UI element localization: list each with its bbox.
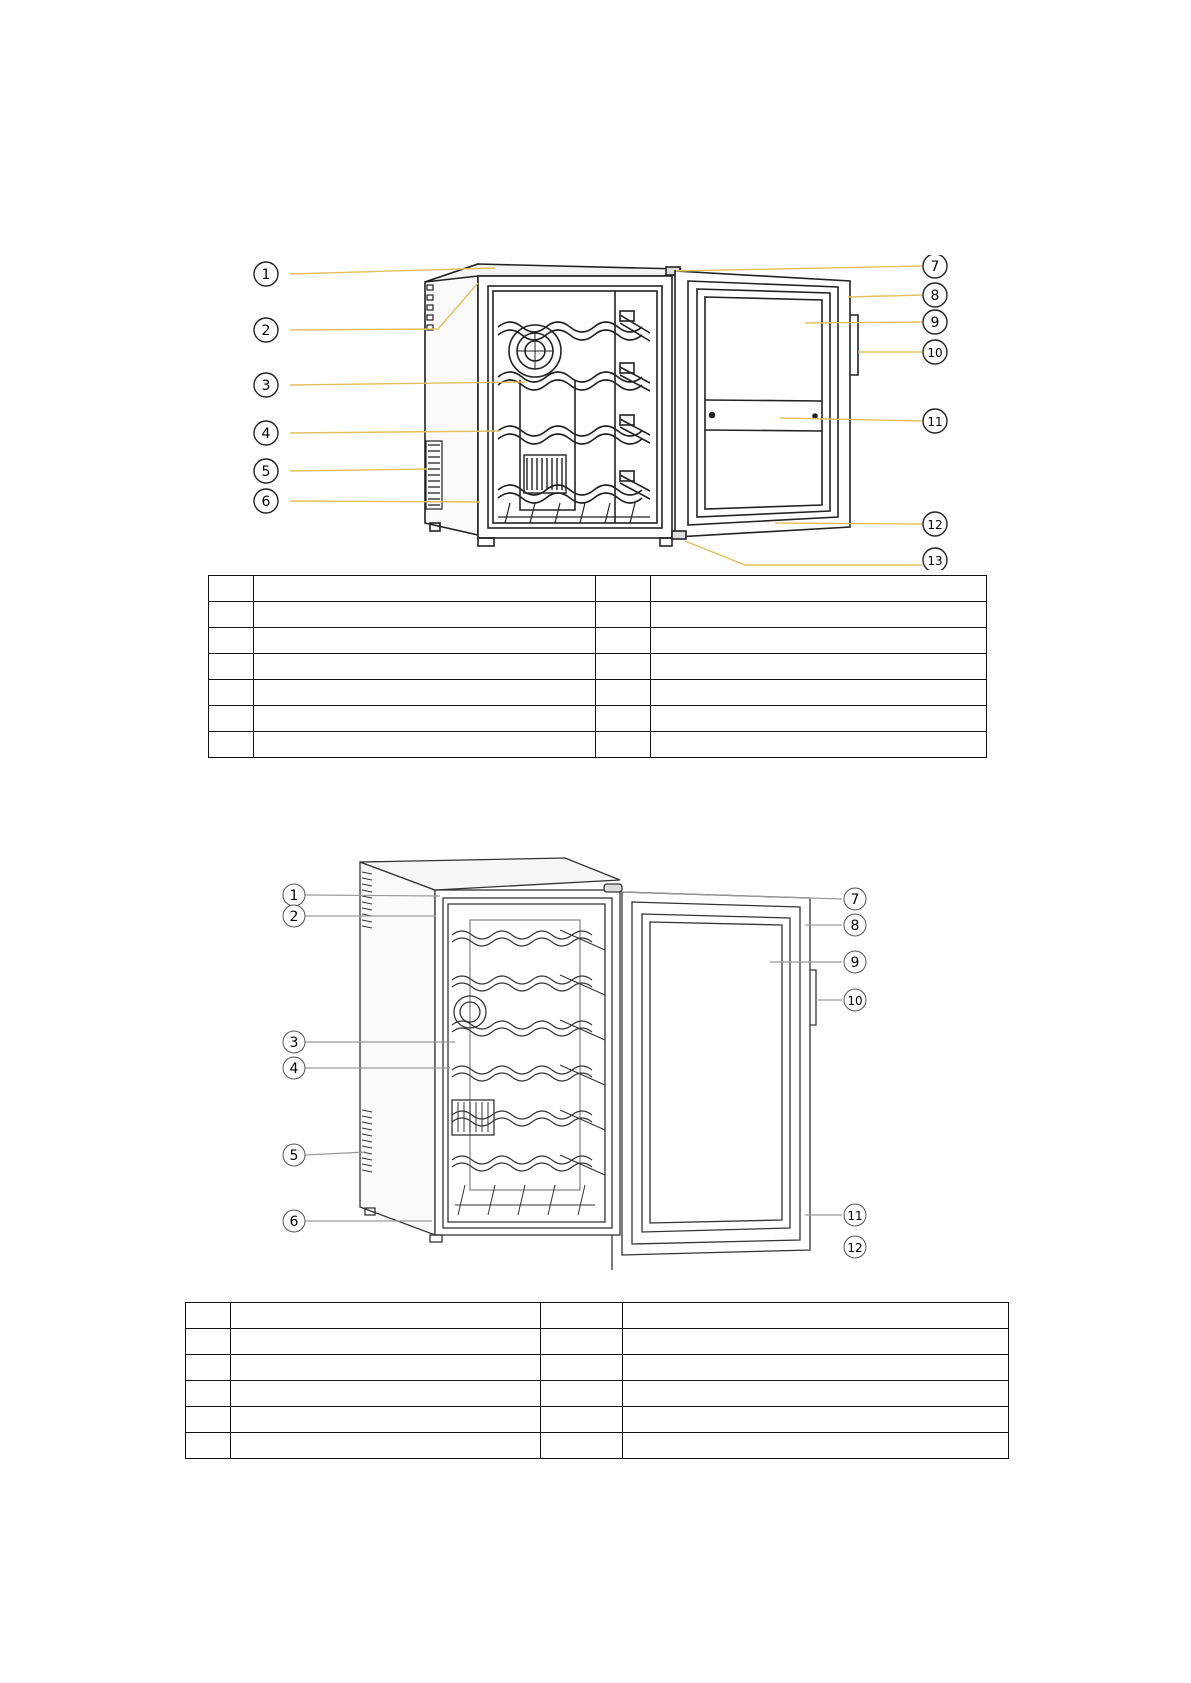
callouts-right — [844, 888, 866, 1258]
callouts-left — [254, 262, 278, 513]
table-cell — [623, 1381, 1009, 1407]
svg-text:5: 5 — [289, 1148, 299, 1164]
callout-7 — [923, 255, 947, 278]
table-cell — [541, 1407, 623, 1433]
table-cell — [209, 732, 254, 758]
table-row — [209, 628, 987, 654]
svg-text:6: 6 — [261, 494, 271, 510]
svg-text:8: 8 — [930, 288, 940, 304]
table-cell — [209, 628, 254, 654]
svg-text:5: 5 — [261, 464, 271, 480]
svg-text:2: 2 — [261, 323, 271, 339]
callout-3 — [254, 373, 278, 397]
table-cell — [651, 628, 987, 654]
callout-6 — [283, 1210, 305, 1232]
svg-text:4: 4 — [289, 1061, 299, 1077]
table-cell — [596, 654, 651, 680]
svg-text:1: 1 — [261, 267, 271, 283]
parts-table-1 — [208, 575, 987, 758]
callout-9 — [844, 951, 866, 973]
table-cell — [541, 1355, 623, 1381]
callouts-left — [283, 884, 305, 1232]
svg-text:1: 1 — [289, 888, 299, 904]
callout-4 — [254, 421, 278, 445]
svg-text:3: 3 — [261, 378, 271, 394]
table-cell — [254, 680, 596, 706]
table-cell — [254, 732, 596, 758]
table-cell — [186, 1381, 231, 1407]
table-cell — [541, 1381, 623, 1407]
callouts-right — [923, 255, 947, 570]
table-row — [186, 1303, 1009, 1329]
table-cell — [209, 706, 254, 732]
table-cell — [651, 680, 987, 706]
table-cell — [541, 1303, 623, 1329]
callout-4 — [283, 1057, 305, 1079]
svg-text:10: 10 — [847, 994, 863, 1008]
cabinet-drawing — [425, 264, 858, 546]
table-cell — [186, 1355, 231, 1381]
callout-11 — [923, 409, 947, 433]
table-cell — [596, 576, 651, 602]
table-cell — [186, 1433, 231, 1459]
table-cell — [254, 576, 596, 602]
table-cell — [209, 680, 254, 706]
svg-text:11: 11 — [847, 1209, 863, 1223]
svg-text:8: 8 — [850, 918, 860, 934]
table-cell — [254, 602, 596, 628]
table-cell — [231, 1407, 541, 1433]
table-row — [186, 1433, 1009, 1459]
table-cell — [231, 1433, 541, 1459]
callout-3 — [283, 1031, 305, 1053]
table-cell — [623, 1329, 1009, 1355]
callout-8 — [844, 914, 866, 936]
table-row — [209, 732, 987, 758]
svg-text:2: 2 — [289, 909, 299, 925]
svg-text:12: 12 — [847, 1241, 863, 1255]
table-row — [209, 654, 987, 680]
svg-text:12: 12 — [927, 518, 943, 532]
table-row — [209, 576, 987, 602]
table-cell — [186, 1329, 231, 1355]
svg-text:4: 4 — [261, 426, 271, 442]
table-cell — [254, 628, 596, 654]
svg-text:11: 11 — [927, 415, 943, 429]
callout-1 — [254, 262, 278, 286]
table-cell — [541, 1433, 623, 1459]
table-cell — [541, 1329, 623, 1355]
svg-text:7: 7 — [850, 892, 860, 908]
callout-5 — [254, 459, 278, 483]
table-cell — [596, 732, 651, 758]
table-row — [209, 602, 987, 628]
callout-5 — [283, 1144, 305, 1166]
wine-cooler-diagram-small — [0, 255, 1191, 570]
table-row — [209, 706, 987, 732]
callout-13 — [923, 548, 947, 570]
table-cell — [623, 1303, 1009, 1329]
svg-text:9: 9 — [850, 955, 860, 971]
callout-11 — [844, 1204, 866, 1226]
callout-12 — [923, 512, 947, 536]
table-row — [186, 1407, 1009, 1433]
svg-text:10: 10 — [927, 346, 943, 360]
svg-text:13: 13 — [927, 554, 943, 568]
table-cell — [254, 706, 596, 732]
svg-text:3: 3 — [289, 1035, 299, 1051]
callout-9 — [923, 310, 947, 334]
table-cell — [231, 1303, 541, 1329]
table-cell — [186, 1303, 231, 1329]
table-cell — [209, 576, 254, 602]
table-cell — [651, 732, 987, 758]
table-row — [209, 680, 987, 706]
table-cell — [596, 602, 651, 628]
svg-text:9: 9 — [930, 315, 940, 331]
table-row — [186, 1329, 1009, 1355]
table-cell — [651, 576, 987, 602]
table-cell — [186, 1407, 231, 1433]
table-cell — [209, 654, 254, 680]
callout-10 — [844, 989, 866, 1011]
callout-2 — [283, 905, 305, 927]
table-cell — [254, 654, 596, 680]
table-cell — [231, 1329, 541, 1355]
table-cell — [623, 1355, 1009, 1381]
table-row — [186, 1381, 1009, 1407]
callout-10 — [923, 340, 947, 364]
table-cell — [209, 602, 254, 628]
table-row — [186, 1355, 1009, 1381]
cabinet-drawing — [360, 858, 816, 1270]
callout-7 — [844, 888, 866, 910]
table-cell — [623, 1407, 1009, 1433]
callout-2 — [254, 318, 278, 342]
table-cell — [596, 628, 651, 654]
wine-cooler-diagram-tall — [0, 830, 1191, 1270]
callout-8 — [923, 283, 947, 307]
callout-12 — [844, 1236, 866, 1258]
table-cell — [623, 1433, 1009, 1459]
table-cell — [231, 1381, 541, 1407]
table-cell — [231, 1355, 541, 1381]
parts-table-2 — [185, 1302, 1009, 1459]
callout-6 — [254, 489, 278, 513]
table-cell — [596, 706, 651, 732]
table-cell — [651, 602, 987, 628]
table-cell — [651, 654, 987, 680]
svg-text:6: 6 — [289, 1214, 299, 1230]
callout-1 — [283, 884, 305, 906]
table-cell — [651, 706, 987, 732]
table-cell — [596, 680, 651, 706]
svg-text:7: 7 — [930, 259, 940, 275]
